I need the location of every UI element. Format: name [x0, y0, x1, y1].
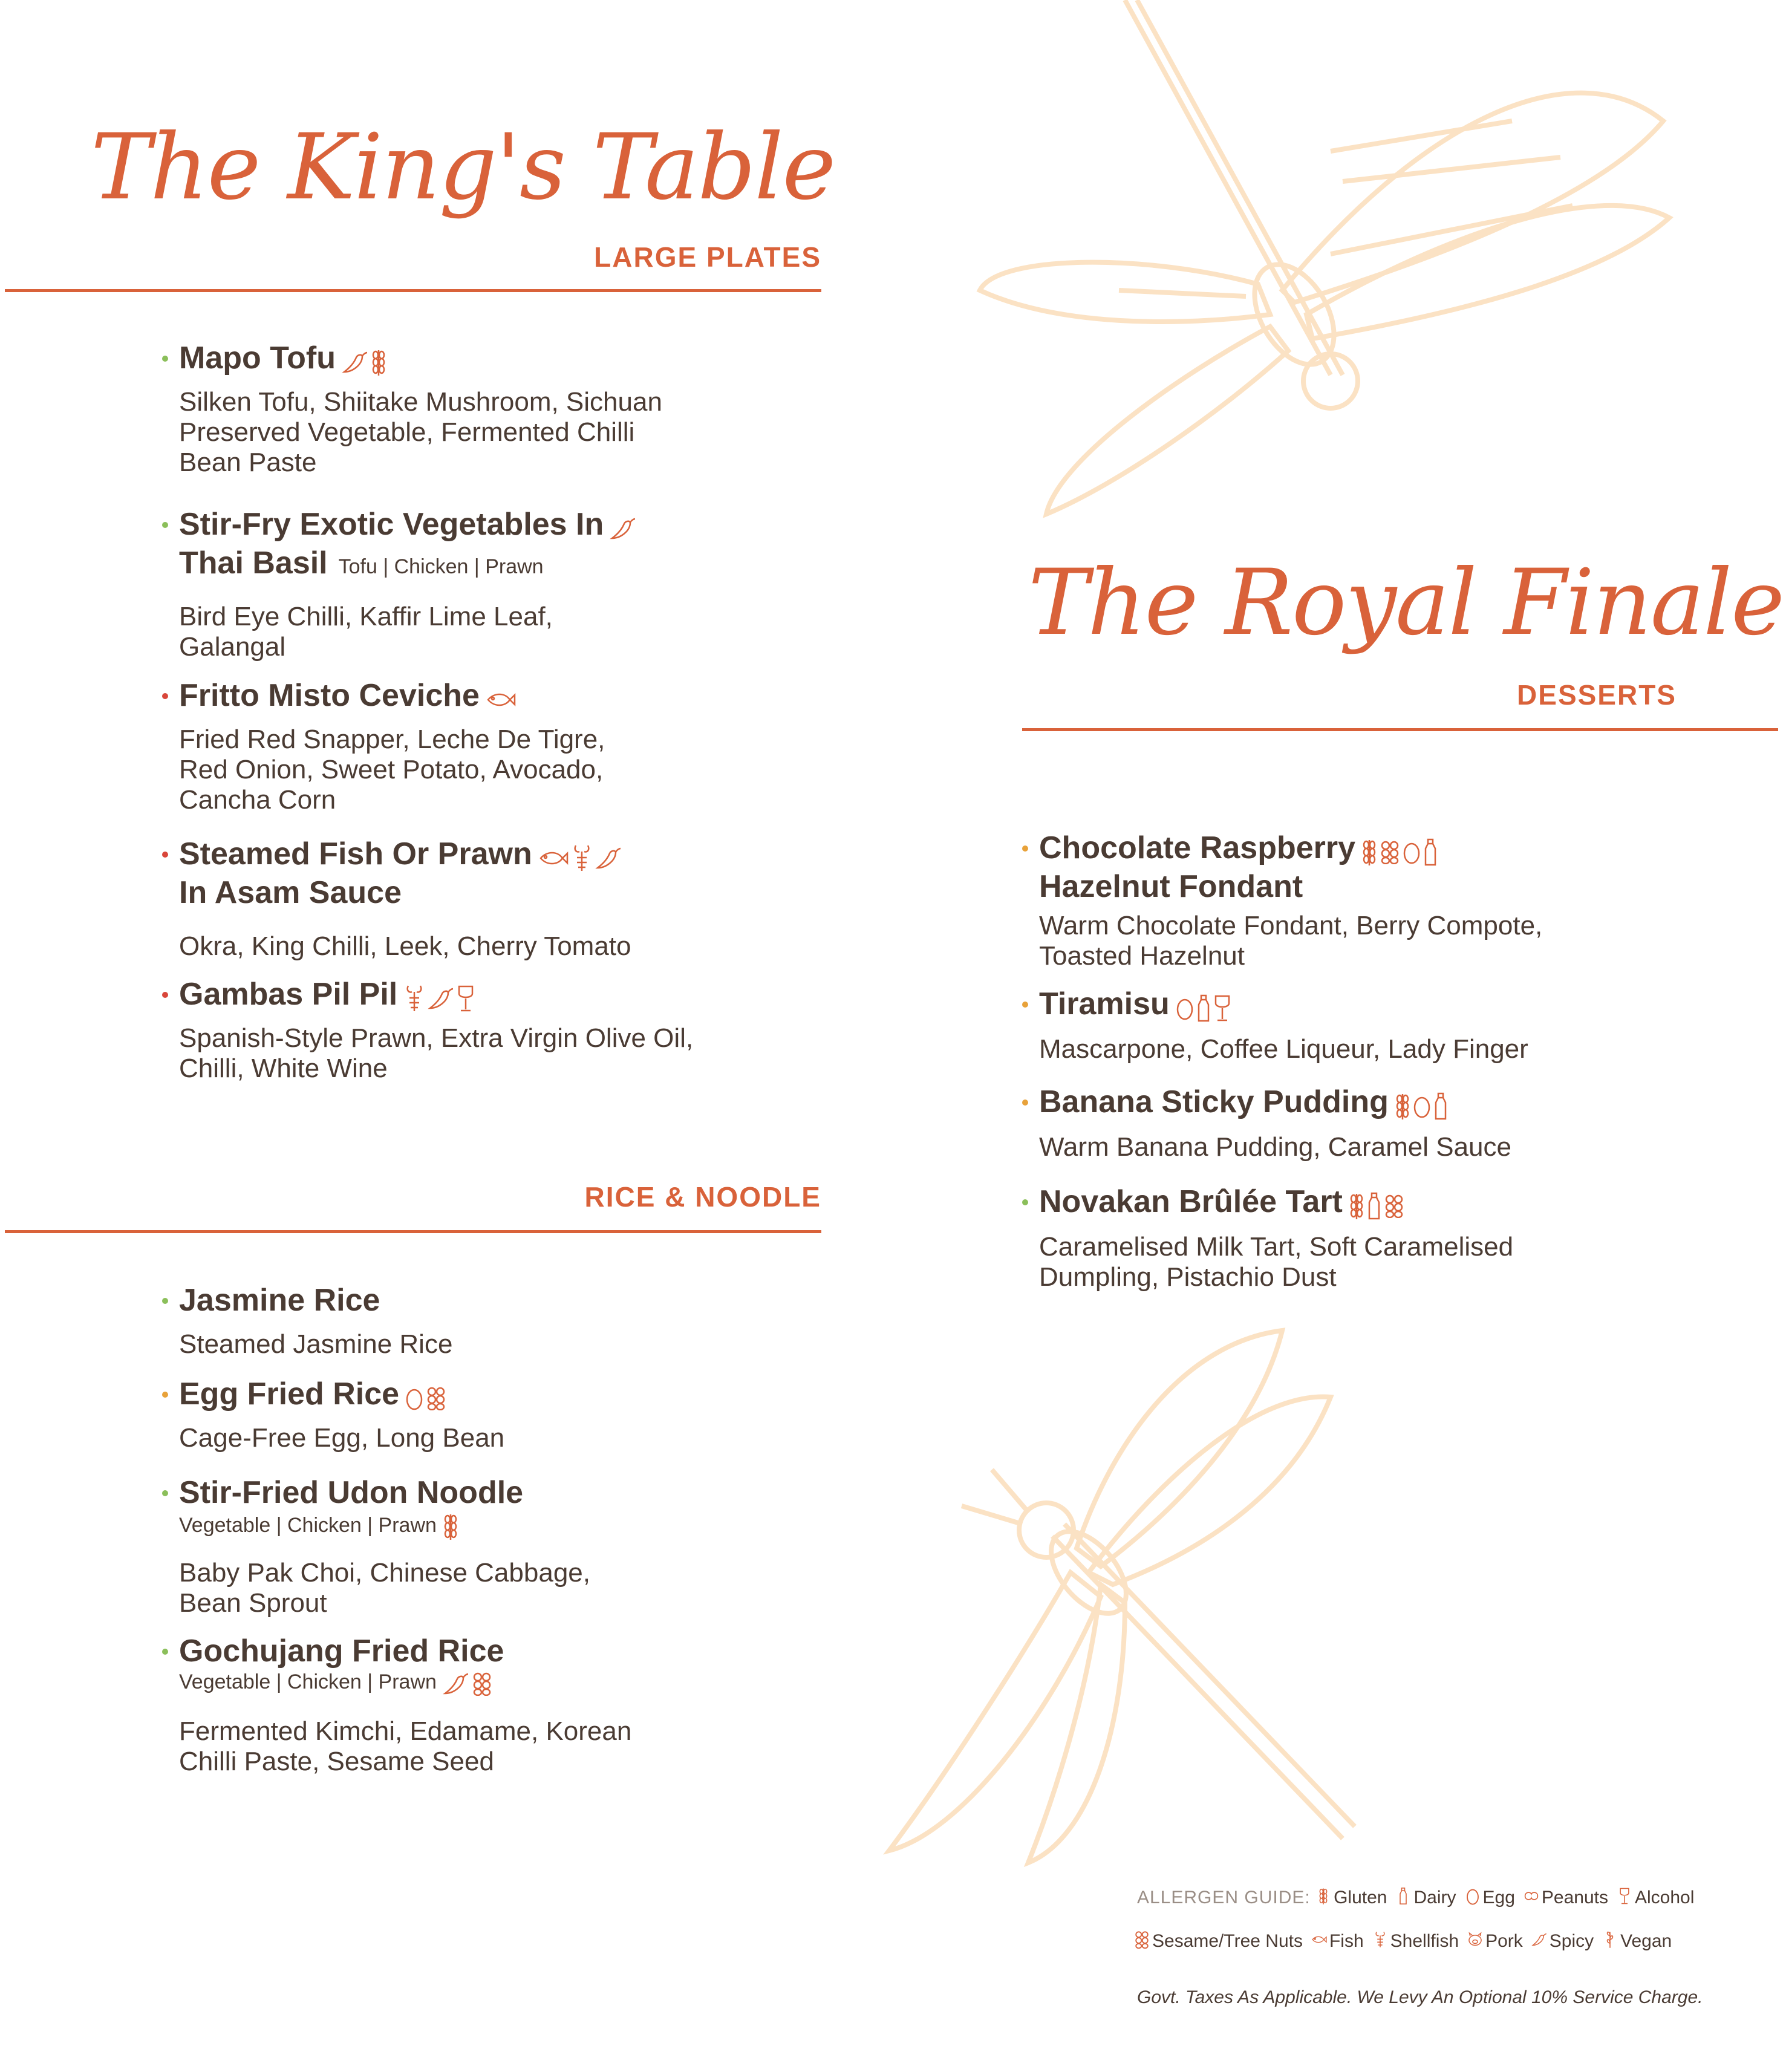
- egg-icon: [1465, 1889, 1481, 1909]
- allergen-guide-text: Pork: [1485, 1930, 1523, 1951]
- allergen-icons: [403, 977, 477, 1015]
- pork-icon: [1467, 1933, 1483, 1953]
- bullet-dot: [162, 522, 168, 528]
- bullet-dot: [1022, 1199, 1028, 1205]
- item-name: Stir-Fried Udon Noodle: [179, 1475, 524, 1510]
- item-name-line: [179, 835, 624, 875]
- allergen-guide-entry: [1465, 1888, 1515, 1907]
- item-name-line: [179, 339, 389, 379]
- peanuts-icon: [1524, 1889, 1539, 1909]
- allergen-icons: [610, 507, 639, 546]
- item-name: Mapo Tofu: [179, 340, 336, 376]
- allergen-icons: [443, 1671, 495, 1696]
- item-variants: Tofu | Chicken | Prawn: [338, 555, 544, 578]
- allergen-guide-text: Peanuts: [1541, 1887, 1608, 1907]
- bullet-dot: [162, 1649, 168, 1655]
- allergen-guide-entry: [1372, 1931, 1459, 1951]
- bullet-dot: [162, 356, 168, 362]
- item-description: Cage-Free Egg, Long Bean: [179, 1423, 505, 1453]
- allergen-guide-entry: [1617, 1888, 1694, 1907]
- item-name: Novakan Brûlée Tart: [1039, 1184, 1343, 1219]
- dairy-icon: [1367, 1186, 1384, 1221]
- gluten-icon: [1349, 1186, 1367, 1221]
- item-name-line: [179, 676, 518, 717]
- sesame-icon: [1384, 1186, 1407, 1221]
- allergen-guide-text: Vegan: [1620, 1930, 1672, 1951]
- egg-icon: [1403, 832, 1423, 867]
- sesame-icon: [426, 1378, 449, 1413]
- item-description: Bird Eye Chilli, Kaffir Lime Leaf, Galangal: [179, 602, 553, 662]
- right-title: The Royal Finale: [1028, 550, 1784, 656]
- spicy-icon: [595, 838, 624, 873]
- item-name-line: [1039, 829, 1440, 869]
- item-name-continued: Hazelnut Fondant: [1039, 869, 1303, 904]
- bullet-dot: [1022, 845, 1028, 852]
- allergen-guide-text: Sesame/Tree Nuts: [1152, 1930, 1303, 1951]
- sesame-icon: [1380, 832, 1403, 867]
- item-description: Baby Pak Choi, Chinese Cabbage, Bean Sprout: [179, 1558, 590, 1618]
- item-variants: Vegetable | Chicken | Prawn: [179, 1512, 461, 1541]
- dairy-icon: [1395, 1889, 1411, 1909]
- large-plates-rule: [5, 289, 821, 292]
- allergen-icons: [486, 678, 518, 717]
- rice-noodle-rule: [5, 1230, 821, 1233]
- item-name-continued: In Asam Sauce: [179, 875, 402, 910]
- dairy-icon: [1196, 988, 1213, 1023]
- item-description: Mascarpone, Coffee Liqueur, Lady Finger: [1039, 1034, 1528, 1064]
- spicy-icon: [610, 509, 639, 544]
- allergen-icons: [443, 1512, 461, 1541]
- item-name-line: [1039, 1083, 1450, 1123]
- allergen-guide-row-2: [1134, 1930, 1680, 1953]
- spicy-icon: [342, 342, 371, 377]
- allergen-icons: [405, 1376, 449, 1415]
- item-name: Gochujang Fried Rice: [179, 1634, 504, 1669]
- allergen-guide-entry: [1602, 1931, 1672, 1951]
- egg-icon: [405, 1378, 426, 1413]
- item-name-line: [179, 1632, 504, 1670]
- bullet-dot: [162, 1490, 168, 1496]
- allergen-icons: [1361, 830, 1440, 869]
- item-description: Fermented Kimchi, Edamame, Korean Chilli Paste, Sesame Seed: [179, 1716, 632, 1776]
- spicy-icon: [443, 1671, 472, 1694]
- allergen-icons: [342, 340, 389, 379]
- bullet-dot: [1022, 1100, 1028, 1106]
- allergen-guide-entry: [1395, 1888, 1456, 1907]
- gluten-icon: [1315, 1889, 1331, 1909]
- gluten-icon: [1361, 832, 1380, 867]
- bullet-dot: [162, 693, 168, 699]
- spicy-icon: [1531, 1933, 1547, 1953]
- allergen-guide-entry: [1315, 1888, 1387, 1907]
- item-name: Jasmine Rice: [179, 1283, 380, 1318]
- allergen-guide-text: Egg: [1482, 1887, 1515, 1907]
- bullet-dot: [162, 1392, 168, 1398]
- allergen-icons: [1349, 1184, 1407, 1223]
- dairy-icon: [1423, 832, 1440, 867]
- dairy-icon: [1433, 1086, 1450, 1121]
- item-name-line: [1039, 1182, 1407, 1223]
- item-description: Silken Tofu, Shiitake Mushroom, Sichuan Preserved Vegetable, Fermented Chilli Bean Paste: [179, 387, 662, 477]
- desserts-heading: DESSERTS: [1517, 679, 1677, 711]
- allergen-guide-text: Fish: [1329, 1930, 1364, 1951]
- item-name: Egg Fried Rice: [179, 1376, 400, 1412]
- item-description: Fried Red Snapper, Leche De Tigre, Red Onion, Sweet Potato, Avocado, Cancha Corn: [179, 725, 605, 815]
- fish-icon: [538, 838, 571, 873]
- item-description: Spanish-Style Prawn, Extra Virgin Olive Oil, Chilli, White Wine: [179, 1023, 694, 1083]
- sesame-icon: [472, 1671, 495, 1694]
- allergen-guide-text: Gluten: [1334, 1887, 1387, 1907]
- item-name: Chocolate Raspberry: [1039, 830, 1356, 865]
- service-charge-note: Govt. Taxes As Applicable. We Levy An Optional 10% Service Charge.: [1137, 1987, 1703, 2007]
- item-name: Tiramisu: [1039, 986, 1170, 1021]
- item-description: Steamed Jasmine Rice: [179, 1329, 453, 1359]
- alcohol-icon: [1617, 1889, 1632, 1909]
- item-name-line: [179, 1473, 523, 1512]
- allergen-guide-entry: [1524, 1888, 1608, 1907]
- item-description: Caramelised Milk Tart, Soft Caramelised Dumpling, Pistachio Dust: [1039, 1232, 1514, 1292]
- item-name: Steamed Fish Or Prawn: [179, 836, 532, 871]
- allergen-guide-row-1: [1137, 1887, 1703, 1910]
- item-name-line-2: [1039, 867, 1303, 906]
- spicy-icon: [428, 979, 457, 1014]
- shellfish-icon: [571, 838, 595, 873]
- allergen-guide-text: Alcohol: [1634, 1887, 1695, 1907]
- bullet-dot: [162, 852, 168, 858]
- dragonfly-top-decoration: [907, 0, 1693, 532]
- dragonfly-bottom-decoration: [871, 1318, 1391, 1875]
- item-name: Stir-Fry Exotic Vegetables In: [179, 507, 604, 542]
- item-name: Banana Sticky Pudding: [1039, 1084, 1389, 1119]
- item-name-line-2: [179, 544, 544, 586]
- item-name-line: [1039, 985, 1234, 1025]
- item-name-line: [179, 505, 639, 546]
- item-name-line-2: [179, 873, 402, 912]
- item-description: Warm Banana Pudding, Caramel Sauce: [1039, 1132, 1511, 1162]
- allergen-icons: [1176, 986, 1234, 1025]
- item-description: Warm Chocolate Fondant, Berry Compote, Toasted Hazelnut: [1039, 911, 1543, 971]
- bullet-dot: [1022, 1002, 1028, 1008]
- item-name: Fritto Misto Ceviche: [179, 678, 480, 713]
- fish-icon: [1311, 1933, 1327, 1953]
- vegan-icon: [1602, 1933, 1618, 1953]
- item-name-continued: Thai Basil: [179, 546, 328, 581]
- shellfish-icon: [1372, 1933, 1388, 1953]
- sesame-icon: [1134, 1933, 1150, 1953]
- fish-icon: [486, 680, 518, 715]
- item-name: Gambas Pil Pil: [179, 977, 398, 1012]
- item-name-line: [179, 975, 477, 1015]
- egg-icon: [1176, 988, 1196, 1023]
- rice-noodle-heading: RICE & NOODLE: [584, 1181, 821, 1213]
- gluten-icon: [1395, 1086, 1413, 1121]
- allergen-guide-text: Shellfish: [1390, 1930, 1459, 1951]
- allergen-guide-entry: [1531, 1931, 1594, 1951]
- egg-icon: [1413, 1086, 1433, 1121]
- allergen-icons: [538, 836, 624, 875]
- allergen-icons: [1395, 1084, 1450, 1123]
- allergen-guide-text: Spicy: [1549, 1930, 1594, 1951]
- alcohol-icon: [1213, 988, 1234, 1023]
- allergen-guide-label: ALLERGEN GUIDE:: [1137, 1887, 1311, 1907]
- gluten-icon: [443, 1514, 461, 1537]
- alcohol-icon: [457, 979, 477, 1014]
- bullet-dot: [162, 1298, 168, 1304]
- allergen-guide-entry: [1134, 1931, 1303, 1951]
- allergen-guide-entry: [1467, 1931, 1523, 1951]
- item-description: Okra, King Chilli, Leek, Cherry Tomato: [179, 931, 631, 961]
- shellfish-icon: [403, 979, 428, 1014]
- allergen-guide-entry: [1311, 1931, 1364, 1951]
- large-plates-heading: LARGE PLATES: [594, 241, 821, 273]
- item-variants: Vegetable | Chicken | Prawn: [179, 1670, 495, 1696]
- desserts-rule: [1022, 728, 1778, 731]
- allergen-guide-text: Dairy: [1413, 1887, 1456, 1907]
- left-title: The King's Table: [91, 115, 835, 220]
- item-name-line: [179, 1375, 449, 1415]
- bullet-dot: [162, 992, 168, 998]
- item-name-line: [179, 1281, 380, 1320]
- gluten-icon: [371, 342, 389, 377]
